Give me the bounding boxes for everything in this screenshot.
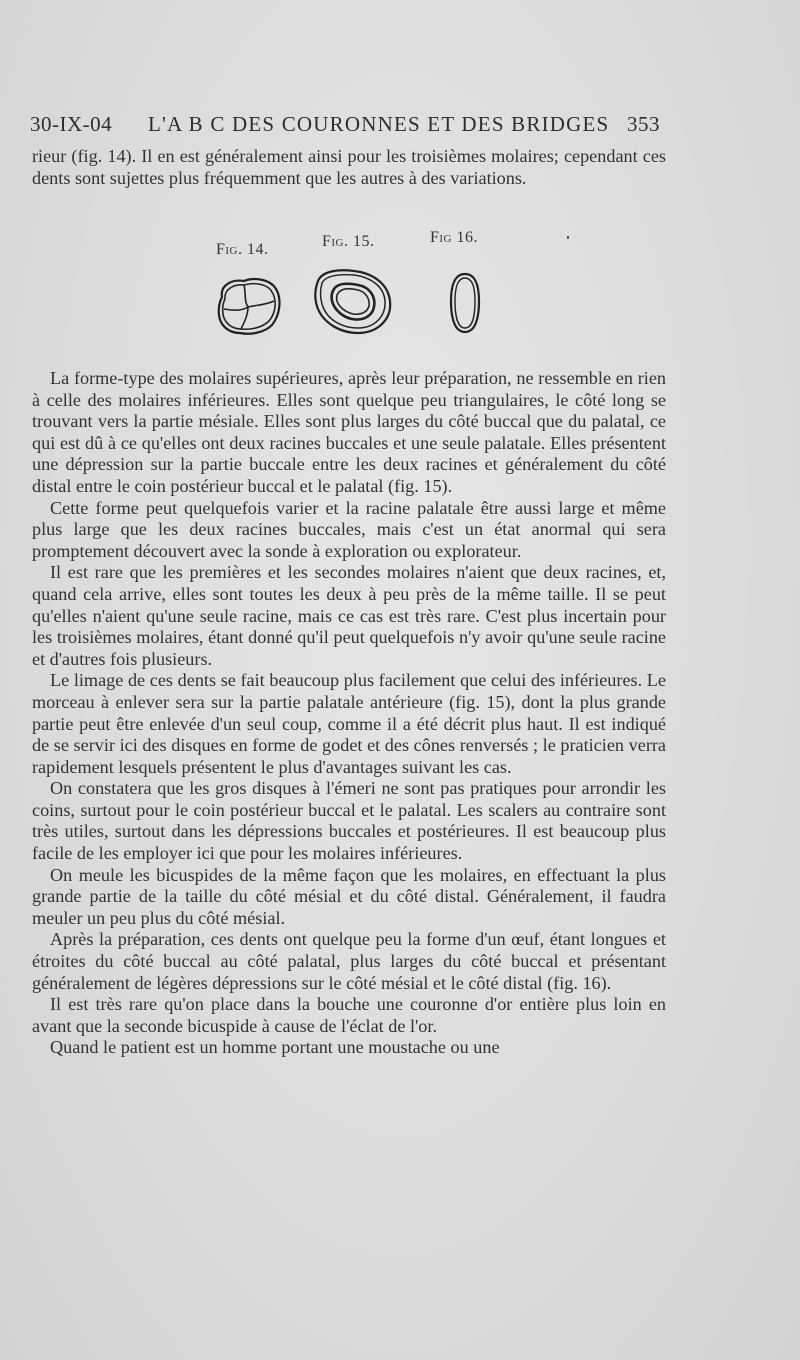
- paragraph-roots: Il est rare que les premières et les secondes molaires n'aient que deux racines, et, quand cela arrive, elles sont toutes les deux à peu près de la même taille. Il se peut qu'elles n'aient qu'une seule racine, mais ce cas est très rare. C'est plus incertain pour les troisièmes molaires, étant donné qu'il peut quelquefois n'y avoir qu'une seule racine et d'autres fois plusieurs.: [32, 562, 666, 669]
- paragraph-molar-shape: La forme-type des molaires supérieures, après leur préparation, ne ressemble en rien à celle des molaires inférieures. Elles sont quelque peu triangulaires, le côté long se trouvant vers la partie mésiale. Elles sont plus larges du côté buccal que du palatal, ce qui est dû à ce qu'elles ont deux racines buccales et une seule palatale. Elles présentent une dépression sur la partie buccale entre les deux racines et généralement du côté distal entre le coin postérieur buccal et le palatal (fig. 15).: [32, 368, 666, 496]
- fig14-label: Fig. 14.: [216, 241, 269, 258]
- paragraph-discs: On constatera que les gros disques à l'émeri ne sont pas pratiques pour arrondir les coins, surtout pour le coin postérieur buccal et le palatal. Les scalers au contraire sont très utiles, surtout dans les dépressions buccales et postérieures. Il est beaucoup plus facile de les employer ici que pour les molaires inférieures.: [32, 778, 666, 864]
- header-title: L'A B C DES COURONNES ET DES BRIDGES: [148, 112, 610, 136]
- paragraph-moustache: Quand le patient est un homme portant une moustache ou une: [50, 1037, 500, 1058]
- intro-text: [32, 146, 666, 189]
- running-header: [30, 112, 660, 142]
- fig16-label: Fig 16.: [430, 229, 479, 246]
- fig15-label: Fig. 15.: [322, 233, 375, 250]
- body-text: [32, 368, 666, 1059]
- header-date: 30-IX-04: [30, 112, 113, 136]
- paragraph-filing: Le limage de ces dents se fait beaucoup plus facilement que celui des inférieures. Le morceau à enlever sera sur la partie palatale antérieure (fig. 15), dont la plus grande partie peut être enlevée d'un seul coup, comme il a été décrit plus haut. Il est indiqué de se servir ici des disques en forme de godet et des cônes renversés ; le praticien verra rapidement lesquels présentent le plus d'avantages suivant les cas.: [32, 670, 666, 777]
- paragraph-gold-crown: Il est très rare qu'on place dans la bouche une couronne d'or entière plus loin en avant que la seconde bicuspide à cause de l'éclat de l'or.: [32, 994, 666, 1036]
- intro-paragraph: rieur (fig. 14). Il en est généralement ainsi pour les troisièmes molaires; cependant ces dents sont sujettes plus fréquemment que les autres à des variations.: [32, 146, 666, 188]
- figures-row: [200, 225, 530, 345]
- fig14-molar-drawing: [214, 275, 284, 337]
- paragraph-variation: Cette forme peut quelquefois varier et la racine palatale être aussi large et même plus large que les deux racines buccales, mais c'est un état anormal qui sera promptement découvert avec la sonde à exploration ou explorateur.: [32, 497, 666, 561]
- print-speck: [567, 236, 569, 239]
- paragraph-bicuspids: On meule les bicuspides de la même façon que les molaires, en effectuant la plus grande partie de la taille du côté mésial et du côté distal. Généralement, il faudra meuler un peu plus du côté mésial.: [32, 864, 666, 928]
- page-number: 353: [627, 112, 660, 136]
- fig16-bicuspid-drawing: [448, 271, 482, 335]
- fig15-molar-drawing: [312, 267, 394, 337]
- paragraph-egg-shape: Après la préparation, ces dents ont quelque peu la forme d'un œuf, étant longues et étroites du côté buccal au côté palatal, plus larges du côté buccal et présentant généralement de légères dépressions sur le côté mésial et le côté distal (fig. 16).: [32, 929, 666, 993]
